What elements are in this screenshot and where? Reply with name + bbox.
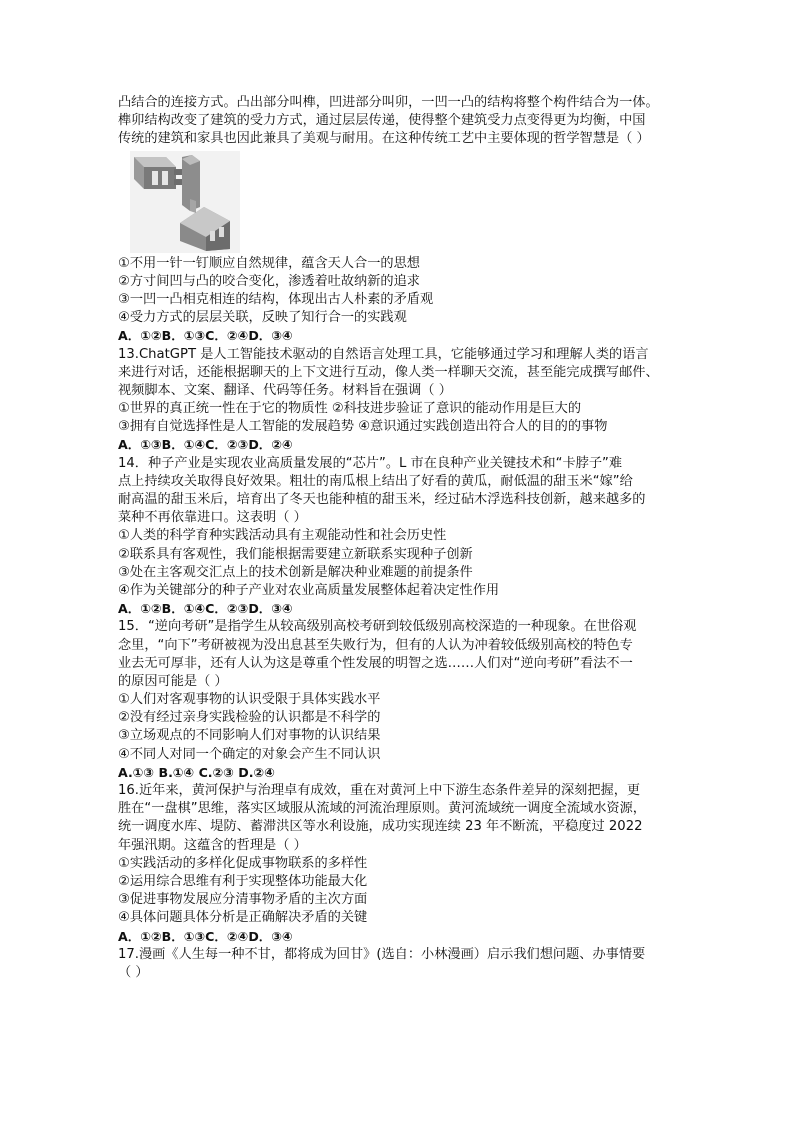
question-text-line: 凸结合的连接方式。凸出部分叫榫，凹进部分叫卯，一凹一凸的结构将整个构件结合为一体。: [118, 95, 659, 110]
question-15: [118, 618, 698, 782]
question-text-line: 点上持续攻关取得良好效果。粗壮的南瓜根上结出了好看的黄瓜，耐低温的甜玉米“嫁”给: [118, 473, 633, 489]
answer-choices: A.①③ B.①④ C.②③ D.②④: [118, 764, 275, 780]
question-text-line: 胜在“一盘棋”思维，落实区域服从流域的河流治理原则。黄河流域统一调度全流域水资源，: [118, 801, 646, 817]
option-line: ③一凹一凸相克相连的结构，体现出古人朴素的矛盾观: [118, 291, 434, 307]
option-line: ③处在主客观交汇点上的技术创新是解决种业难题的前提条件: [118, 564, 473, 580]
answer-choices: A．①②B．①③C．②④D．③④: [118, 928, 293, 944]
question-text-line: 榫卯结构改变了建筑的受力方式，通过层层传递，使得整个建筑受力点变得更为均衡，中国: [118, 113, 646, 129]
question-text-line: 15．“逆向考研”是指学生从较高级别高校考研到较低级别高校深造的一种现象。在世俗观: [118, 619, 637, 635]
option-line: ④不同人对同一个确定的对象会产生不同认识: [118, 746, 381, 762]
option-line: ②没有经过亲身实践检验的认识都是不科学的: [118, 710, 381, 726]
question-text-line: [118, 346, 698, 364]
question-text-line: 17.漫画《人生每一种不甘，都将成为回甘》(选自：小林漫画）启示我们想问题、办事情要: [118, 946, 646, 962]
answer-choices: A．①③B．①④C．②③D．②④: [118, 437, 293, 453]
question-text-line: 视频脚本、文案、翻译、代码等任务。材料旨在强调（ ）: [118, 382, 452, 398]
question-16: [118, 782, 698, 946]
question-text-line: 传统的建筑和家具也因此兼具了美观与耐用。在这种传统工艺中主要体现的哲学智慧是（ ）: [118, 131, 650, 147]
question-text: 13.ChatGPT 是人工智能技术驱动的自然语言处理工具，它能够通过学习和理解人类的语言: [118, 346, 649, 362]
question-17: [118, 946, 698, 982]
option-line: ①人类的科学育种实践活动具有主观能动性和社会历史性: [118, 528, 447, 544]
answer-choices: A．①②B．①④C．②③D．③④: [118, 601, 293, 617]
option-line: ④受力方式的层层关联，反映了知行合一的实践观: [118, 310, 407, 326]
option-line: ③促进事物发展应分清事物矛盾的主次方面: [118, 892, 368, 908]
question-text-line: 耐高温的甜玉米后，培育出了冬天也能种植的甜玉米，经过砧木浮选科技创新，越来越多的: [118, 492, 646, 507]
option-line: ③立场观点的不同影响人们对事物的认识结果: [118, 728, 381, 744]
option-line: ②联系具有客观性，我们能根据需要建立新联系实现种子创新: [118, 546, 473, 562]
question-13: [118, 346, 698, 455]
mortise-tenon-figure: [118, 149, 698, 255]
question-text-line: 的原因可能是（ ）: [118, 673, 228, 689]
question-14: [118, 455, 698, 619]
answer-choices: A．①②B．①③C．②④D．③④: [118, 328, 293, 344]
option-line: ②方寸间凹与凸的咬合变化，渗透着吐故纳新的追求: [118, 273, 420, 289]
option-line: ③拥有自觉选择性是人工智能的发展趋势 ④意识通过实践创造出符合人的目的的事物: [118, 419, 608, 435]
question-text-line: 业去无可厚非，还有人认为这是尊重个性发展的明智之选……人们对“逆向考研”看法不一: [118, 655, 633, 671]
option-line: ④具体问题具体分析是正确解决矛盾的关键: [118, 910, 368, 926]
exam-page: [118, 94, 698, 982]
option-line: ①人们对客观事物的认识受限于具体实践水平: [118, 692, 381, 708]
question-text-line: 年强汛期。这蕴含的哲理是（ ）: [118, 837, 307, 853]
question-text-line: 14．种子产业是实现农业高质量发展的“芯片”。L 市在良种产业关键技术和“卡脖子”难: [118, 455, 623, 471]
question-text-line: 来进行对话，还能根据聊天的上下文进行互动，像人类一样聊天交流，甚至能完成撰写邮件、: [118, 364, 659, 380]
option-line: ①实践活动的多样化促成事物联系的多样性: [118, 855, 368, 871]
option-line: ①不用一针一钉顺应自然规律，蕴含天人合一的思想: [118, 255, 420, 271]
question-12: [118, 94, 698, 346]
question-text-line: 16.近年来，黄河保护与治理卓有成效，重在对黄河上中下游生态条件差异的深刻把握，更: [118, 783, 641, 798]
question-text-line: 菜种不再依靠进口。这表明（ ）: [118, 510, 307, 526]
mortise-tenon-joint-image: [130, 151, 240, 253]
question-text-line: 统一调度水库、堤防、蓄滞洪区等水利设施，成功实现连续 23 年不断流，平稳度过 2022: [118, 819, 643, 835]
option-line: ④作为关键部分的种子产业对农业高质量发展整体起着决定性作用: [118, 582, 500, 598]
question-text-line: 念里，“向下”考研被视为没出息甚至失败行为，但有的人认为冲着较低级别高校的特色专: [118, 637, 633, 653]
option-line: ①世界的真正统一性在于它的物质性 ②科技进步验证了意识的能动作用是巨大的: [118, 401, 582, 417]
question-text-line: （ ）: [118, 964, 149, 980]
option-line: ②运用综合思维有利于实现整体功能最大化: [118, 873, 368, 889]
